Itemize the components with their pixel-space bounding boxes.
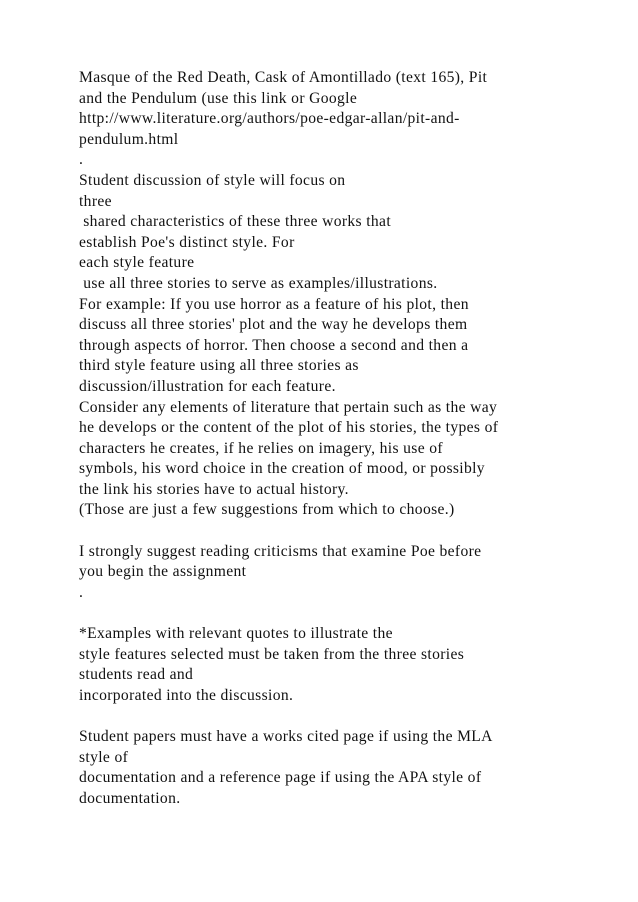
text-line: incorporated into the discussion. — [79, 686, 294, 704]
text-line: I strongly suggest reading criticisms that examine Poe before — [79, 542, 482, 560]
text-line: third style feature using all three stories as — [79, 357, 359, 375]
text-line: Consider any elements of literature that pertain such as the way — [79, 398, 498, 416]
text-line: three — [79, 192, 112, 210]
text-line: symbols, his word choice in the creation of mood, or possibly — [79, 460, 485, 478]
text-line: shared characteristics of these three works that — [79, 213, 392, 231]
text-line: style features selected must be taken from the three stories — [79, 645, 465, 663]
blank-line — [79, 521, 624, 542]
text-line: through aspects of horror. Then choose a second and then a — [79, 336, 469, 354]
text-line: discuss all three stories' plot and the way he develops them — [79, 316, 468, 334]
text-line: students read and — [79, 666, 194, 684]
text-line: and the Pendulum (use this link or Google — [79, 89, 358, 107]
text-line: Masque of the Red Death, Cask of Amontillado (text 165), Pit — [79, 69, 488, 86]
text-line: Student discussion of style will focus on — [79, 171, 346, 189]
text-line: For example: If you use horror as a feature of his plot, then — [79, 295, 469, 313]
text-line: he develops or the content of the plot of his stories, the types of — [79, 419, 499, 437]
blank-line — [79, 603, 624, 624]
blank-line — [79, 706, 624, 727]
text-line: (Those are just a few suggestions from which to choose.) — [79, 501, 455, 519]
text-line: characters he creates, if he relies on imagery, his use of — [79, 439, 443, 457]
text-line: the link his stories have to actual history. — [79, 480, 349, 498]
text-line: discussion/illustration for each feature. — [79, 377, 336, 395]
text-line: . — [79, 151, 84, 169]
document-body — [79, 68, 624, 809]
text-line: . — [79, 583, 84, 601]
text-line: documentation. — [79, 789, 181, 807]
text-line: each style feature — [79, 254, 195, 272]
url-line: pendulum.html — [79, 130, 179, 148]
text-line: style of — [79, 748, 129, 766]
text-line: *Examples with relevant quotes to illustrate the — [79, 625, 393, 643]
text-line: establish Poe's distinct style. For — [79, 233, 295, 251]
text-line: you begin the assignment — [79, 563, 247, 581]
text-line: documentation and a reference page if using the APA style of — [79, 769, 482, 787]
url-line: http://www.literature.org/authors/poe-edgar-allan/pit-and- — [79, 110, 460, 128]
text-line: use all three stories to serve as examples/illustrations. — [79, 274, 438, 292]
text-line: Student papers must have a works cited page if using the MLA — [79, 728, 493, 745]
